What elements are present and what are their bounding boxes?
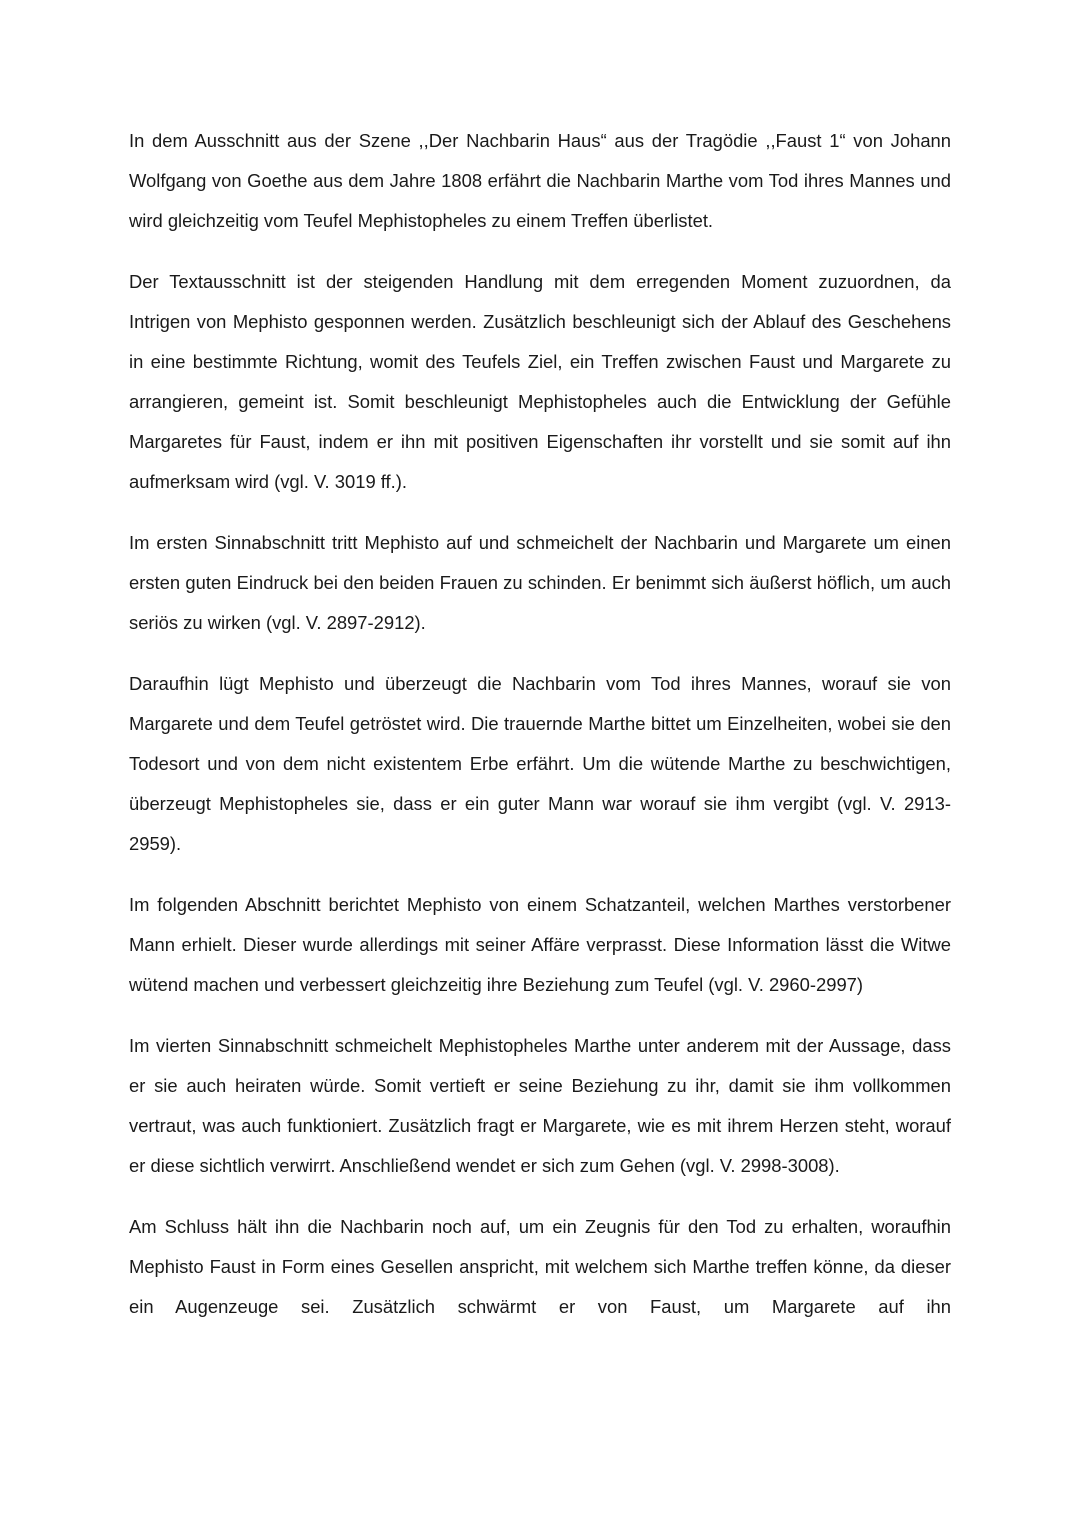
paragraph-introduction: In dem Ausschnitt aus der Szene ,,Der Nachbarin Haus“ aus der Tragödie ,,Faust 1“ von Johann Wolfgang von Goethe aus dem Jahre 1808 erfährt die Nachbarin Marthe vom Tod ihres Mannes und wird gleichzeitig vom Teufel Mephistopheles zu einem Treffen überlistet. [129,130,951,231]
document-page [129,121,951,1348]
paragraph-first-section: Im ersten Sinnabschnitt tritt Mephisto auf und schmeichelt der Nachbarin und Margarete um einen ersten guten Eindruck bei den beiden Frauen zu schinden. Er benimmt sich äußerst höflich, um auch seriös zu wirken (vgl. V. 2897-2912). [129,532,951,633]
paragraph-third-section: Im folgenden Abschnitt berichtet Mephisto von einem Schatzanteil, welchen Marthes verstorbener Mann erhielt. Dieser wurde allerdings mit seiner Affäre verprasst. Diese Information lässt die Witwe wütend machen und verbessert gleichzeitig ihre Beziehung zum Teufel (vgl. V. 2960-2997) [129,894,951,995]
paragraph-fourth-section: Im vierten Sinnabschnitt schmeichelt Mephistopheles Marthe unter anderem mit der Aussage, dass er sie auch heiraten würde. Somit vertieft er seine Beziehung zu ihr, damit sie ihm vollkommen vertraut, was auch funktioniert. Zusätzlich fragt er Margarete, wie es mit ihrem Herzen steht, worauf er diese sichtlich verwirrt. Anschließend wendet er sich zum Gehen (vgl. V. 2998-3008). [129,1035,951,1176]
paragraph-second-section: Daraufhin lügt Mephisto und überzeugt die Nachbarin vom Tod ihres Mannes, worauf sie von Margarete und dem Teufel getröstet wird. Die trauernde Marthe bittet um Einzelheiten, wobei sie den Todesort und von dem nicht existentem Erbe erfährt. Um die wütende Marthe zu beschwichtigen, überzeugt Mephistopheles sie, dass er ein guter Mann war worauf sie ihm vergibt (vgl. V. 2913-2959). [129,673,951,854]
paragraph-classification: Der Textausschnitt ist der steigenden Handlung mit dem erregenden Moment zuzuordnen, da Intrigen von Mephisto gesponnen werden. Zusätzlich beschleunigt sich der Ablauf des Geschehens in eine bestimmte Richtung, womit des Teufels Ziel, ein Treffen zwischen Faust und Margarete zu arrangieren, gemeint ist. Somit beschleunigt Mephistopheles auch die Entwicklung der Gefühle Margaretes für Faust, indem er ihn mit positiven Eigenschaften ihr vorstellt und sie somit auf ihn aufmerksam wird (vgl. V. 3019 ff.). [129,271,951,492]
paragraph-final-section: Am Schluss hält ihn die Nachbarin noch auf, um ein Zeugnis für den Tod zu erhalten, woraufhin Mephisto Faust in Form eines Gesellen anspricht, mit welchem sich Marthe treffen könne, da dieser ein Augenzeuge sei. Zusätzlich schwärmt er von Faust, um Margarete auf ihn [129,1216,951,1317]
